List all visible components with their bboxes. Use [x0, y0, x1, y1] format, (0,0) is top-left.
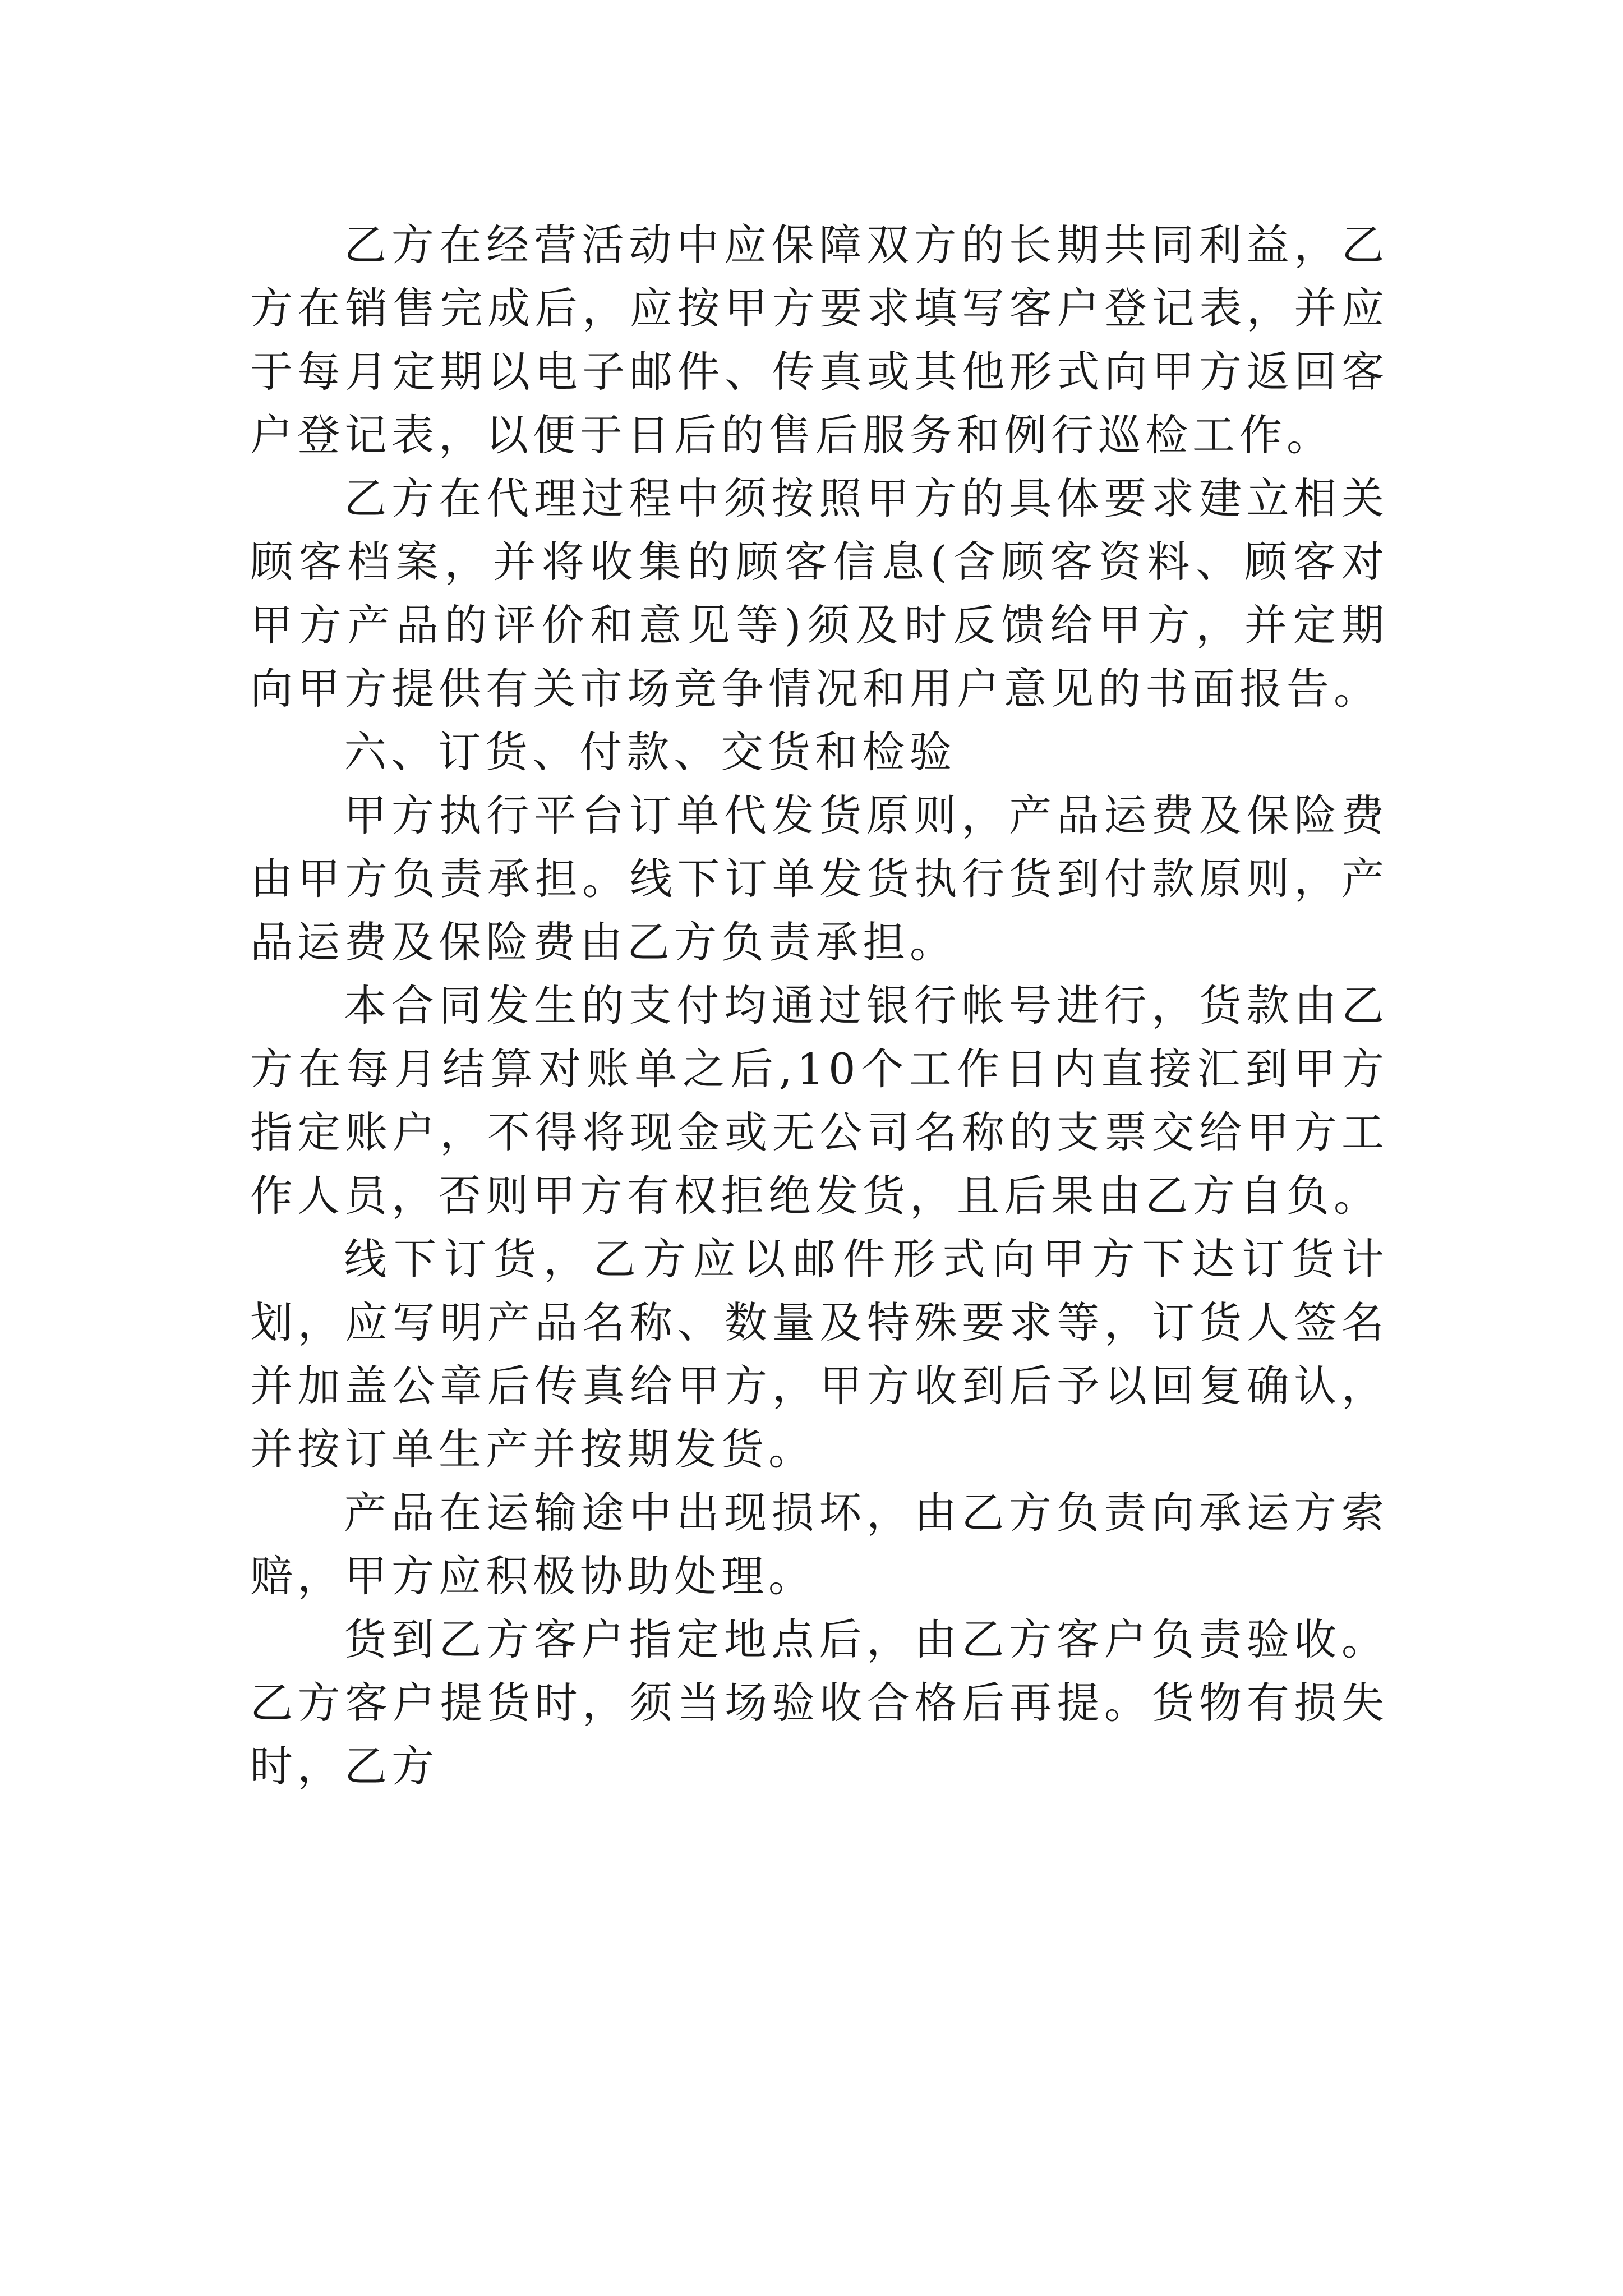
paragraph-offline-ordering: 线下订货，乙方应以邮件形式向甲方下达订货计划，应写明产品名称、数量及特殊要求等，订货人签名并加盖公章后传真给甲方，甲方收到后予以回复确认，并按订单生产并按期发货。	[250, 1234, 1389, 1474]
document-body	[250, 213, 1389, 1798]
paragraph-transport-damage: 产品在运输途中出现损坏，由乙方负责向承运方索赔，甲方应积极协助处理。	[250, 1488, 1389, 1601]
paragraph-payment: 本合同发生的支付均通过银行帐号进行，货款由乙方在每月结算对账单之后,10个工作日内直接汇到甲方指定账户，不得将现金或无公司名称的支票交给甲方工作人员，否则甲方有权拒绝发货，且后果由乙方自负。	[250, 981, 1389, 1221]
paragraph-customer-registration: 乙方在经营活动中应保障双方的长期共同利益，乙方在销售完成后，应按甲方要求填写客户登记表，并应于每月定期以电子邮件、传真或其他形式向甲方返回客户登记表，以便于日后的售后服务和例行巡检工作。	[250, 220, 1389, 460]
paragraph-customer-files: 乙方在代理过程中须按照甲方的具体要求建立相关顾客档案，并将收集的顾客信息(含顾客资料、顾客对甲方产品的评价和意见等)须及时反馈给甲方，并定期向甲方提供有关市场竞争情况和用户意见的书面报告。	[250, 473, 1389, 714]
paragraph-shipping-costs: 甲方执行平台订单代发货原则，产品运费及保险费由甲方负责承担。线下订单发货执行货到付款原则，产品运费及保险费由乙方负责承担。	[250, 790, 1389, 967]
section-heading-ordering: 六、订货、付款、交货和检验	[344, 727, 957, 777]
paragraph-inspection: 货到乙方客户指定地点后，由乙方客户负责验收。乙方客户提货时，须当场验收合格后再提。货物有损失时，乙方	[250, 1614, 1389, 1791]
